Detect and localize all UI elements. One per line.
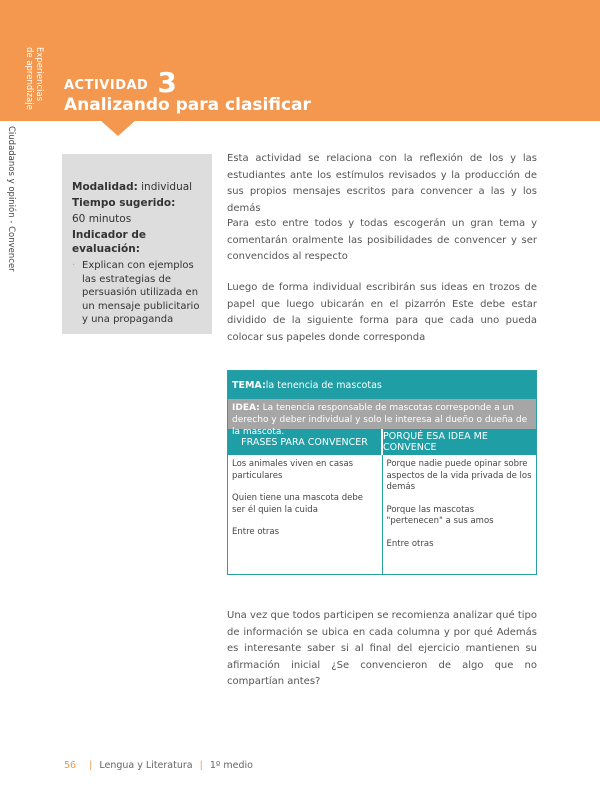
table-body — [228, 455, 536, 574]
paragraph-instructions: Para esto entre todos y todas escogerán un gran tema y comentarán oralmente las posibilidades de convencer y ser convencidos al respecto — [227, 218, 537, 262]
modalidad-row — [72, 180, 212, 194]
table-cell: Entre otras — [232, 527, 279, 537]
theme-label: TEMA: — [232, 379, 266, 391]
indicador-item — [72, 259, 212, 327]
sidebar-section-label: Experiencias de aprendizaje — [24, 47, 44, 110]
paragraph-intro: Esta actividad se relaciona con la reflexión de los y las estudiantes ante los estímulos revisados y la producción de sus propios mensajes escritos para convencer a las y los demás — [227, 153, 537, 214]
table-cell: Quien tiene una mascota debe ser él quien la cuida — [232, 493, 363, 515]
page-number: 56 — [64, 760, 77, 771]
table-cell: Entre otras — [386, 538, 434, 549]
indicador-label: Indicador de evaluación: — [72, 229, 147, 255]
bullet-icon: · — [72, 260, 76, 271]
table-idea-row — [228, 399, 536, 437]
footer-grade: 1º medio — [209, 760, 253, 771]
indicador-text: Explican con ejemplos las estrategias de persuasión utilizada en un mensaje publicitario y una propaganda — [82, 260, 200, 325]
modalidad-value: individual — [137, 181, 193, 193]
sidebar-unit-label: Ciudadanos y opinión - Convencer — [6, 126, 16, 272]
info-box — [62, 154, 212, 334]
tiempo-value: 60 minutos — [72, 213, 132, 225]
page-footer — [64, 760, 253, 771]
table-cell: Porque nadie puede opinar sobre aspectos de la vida privada de los demás — [386, 459, 532, 492]
activity-number: 3 — [157, 66, 178, 99]
column-porque — [383, 455, 537, 574]
column-header-frases: FRASES PARA CONVENCER — [228, 429, 383, 455]
modalidad-label: Modalidad: — [72, 181, 138, 193]
table-header-row — [228, 429, 536, 455]
table-cell: Porque las mascotas "pertenecen" a sus amos — [386, 504, 494, 526]
table-cell: Los animales viven en casas particulares — [232, 459, 354, 481]
paragraph-procedure: Luego de forma individual escribirán sus ideas en trozos de papel que luego ubicarán en el pizarrón Este debe estar dividido de la siguiente forma para que cada uno pueda colocar sus papeles donde corresponda — [227, 282, 537, 343]
classification-table — [227, 370, 537, 575]
footer-subject: Lengua y Literatura — [99, 760, 193, 771]
column-frases — [228, 455, 383, 574]
footer-divider: | — [199, 760, 203, 771]
idea-value: La tenencia responsable de mascotas corresponde a un derecho y deber individual y solo le interesa al dueño o dueña de la mascota. — [232, 403, 528, 437]
activity-kicker: ACTIVIDAD — [64, 78, 149, 93]
header-notch — [100, 120, 136, 136]
paragraph-closing: Una vez que todos participen se recomienza analizar qué tipo de información se ubica en cada columna y por qué Además es interesante saber si al final del ejercicio mantienen su afirmación inicial ¿Se convencieron de algo que no compartían antes? — [227, 610, 537, 687]
page-title: Analizando para clasificar — [64, 95, 311, 115]
column-header-porque: PORQUÉ ESA IDEA ME CONVENCE — [383, 431, 488, 453]
tiempo-label: Tiempo sugerido: — [72, 197, 176, 209]
table-theme-row — [228, 371, 536, 399]
theme-value: la tenencia de mascotas — [265, 379, 382, 391]
footer-divider: | — [89, 760, 93, 771]
idea-label: IDEA: — [232, 403, 260, 413]
